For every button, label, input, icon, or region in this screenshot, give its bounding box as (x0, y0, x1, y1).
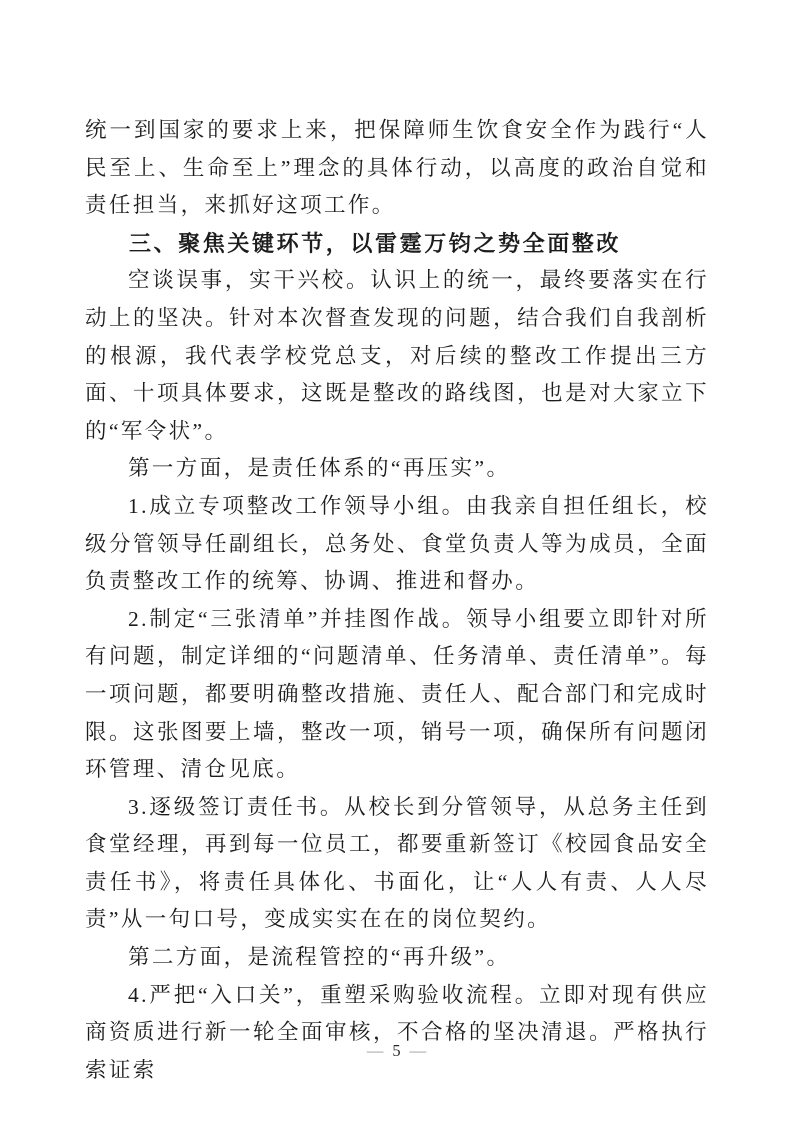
section-heading: 三、聚焦关键环节，以雷霆万钧之势全面整改 (129, 230, 622, 256)
paragraph-subheading-second-aspect: 第二方面，是流程管控的“再升级”。 (128, 945, 511, 970)
paragraph-item-3: 3.逐级签订责任书。从校长到分管领导，从总务主任到食堂经理，再到每一位员工，都要重新签订《校园食品安全责任书》，将责任具体化、书面化，让“人人有责、人人尽责”从一句口号，变成实实在在的岗位契约。 (85, 794, 709, 932)
paragraph-continuation: 统一到国家的要求上来，把保障师生饮食安全作为践行“人民至上、生命至上”理念的具体行动，以高度的政治自觉和责任担当，来抓好这项工作。 (85, 118, 709, 218)
page-number: 5 (392, 1041, 401, 1060)
paragraph-subheading-first-aspect: 第一方面，是责任体系的“再压实”。 (128, 456, 511, 481)
paragraph: 空谈误事，实干兴校。认识上的统一，最终要落实在行动上的坚决。针对本次督查发现的问题，结合我们自我剖析的根源，我代表学校党总支，对后续的整改工作提出三方面、十项具体要求，这既是整改的路线图，也是对大家立下的“军令状”。 (85, 268, 709, 443)
page-number-dash-right: — (409, 1041, 427, 1060)
document-body (85, 112, 709, 1089)
paragraph-item-1: 1.成立专项整改工作领导小组。由我亲自担任组长，校级分管领导任副组长，总务处、食堂负责人等为成员，全面负责整改工作的统筹、协调、推进和督办。 (85, 493, 709, 594)
paragraph-item-2: 2.制定“三张清单”并挂图作战。领导小组要立即针对所有问题，制定详细的“问题清单、任务清单、责任清单”。每一项问题，都要明确整改措施、责任人、配合部门和完成时限。这张图要上墙，整改一项，销号一项，确保所有问题闭环管理、清仓见底。 (85, 606, 709, 782)
page-number-dash-left: — (366, 1041, 384, 1060)
paragraph-item-4: 4.严把“入口关”，重塑采购验收流程。立即对现有供应商资质进行新一轮全面审核，不合格的坚决清退。严格执行索证索 (85, 982, 709, 1082)
page-number-footer (0, 1040, 793, 1062)
